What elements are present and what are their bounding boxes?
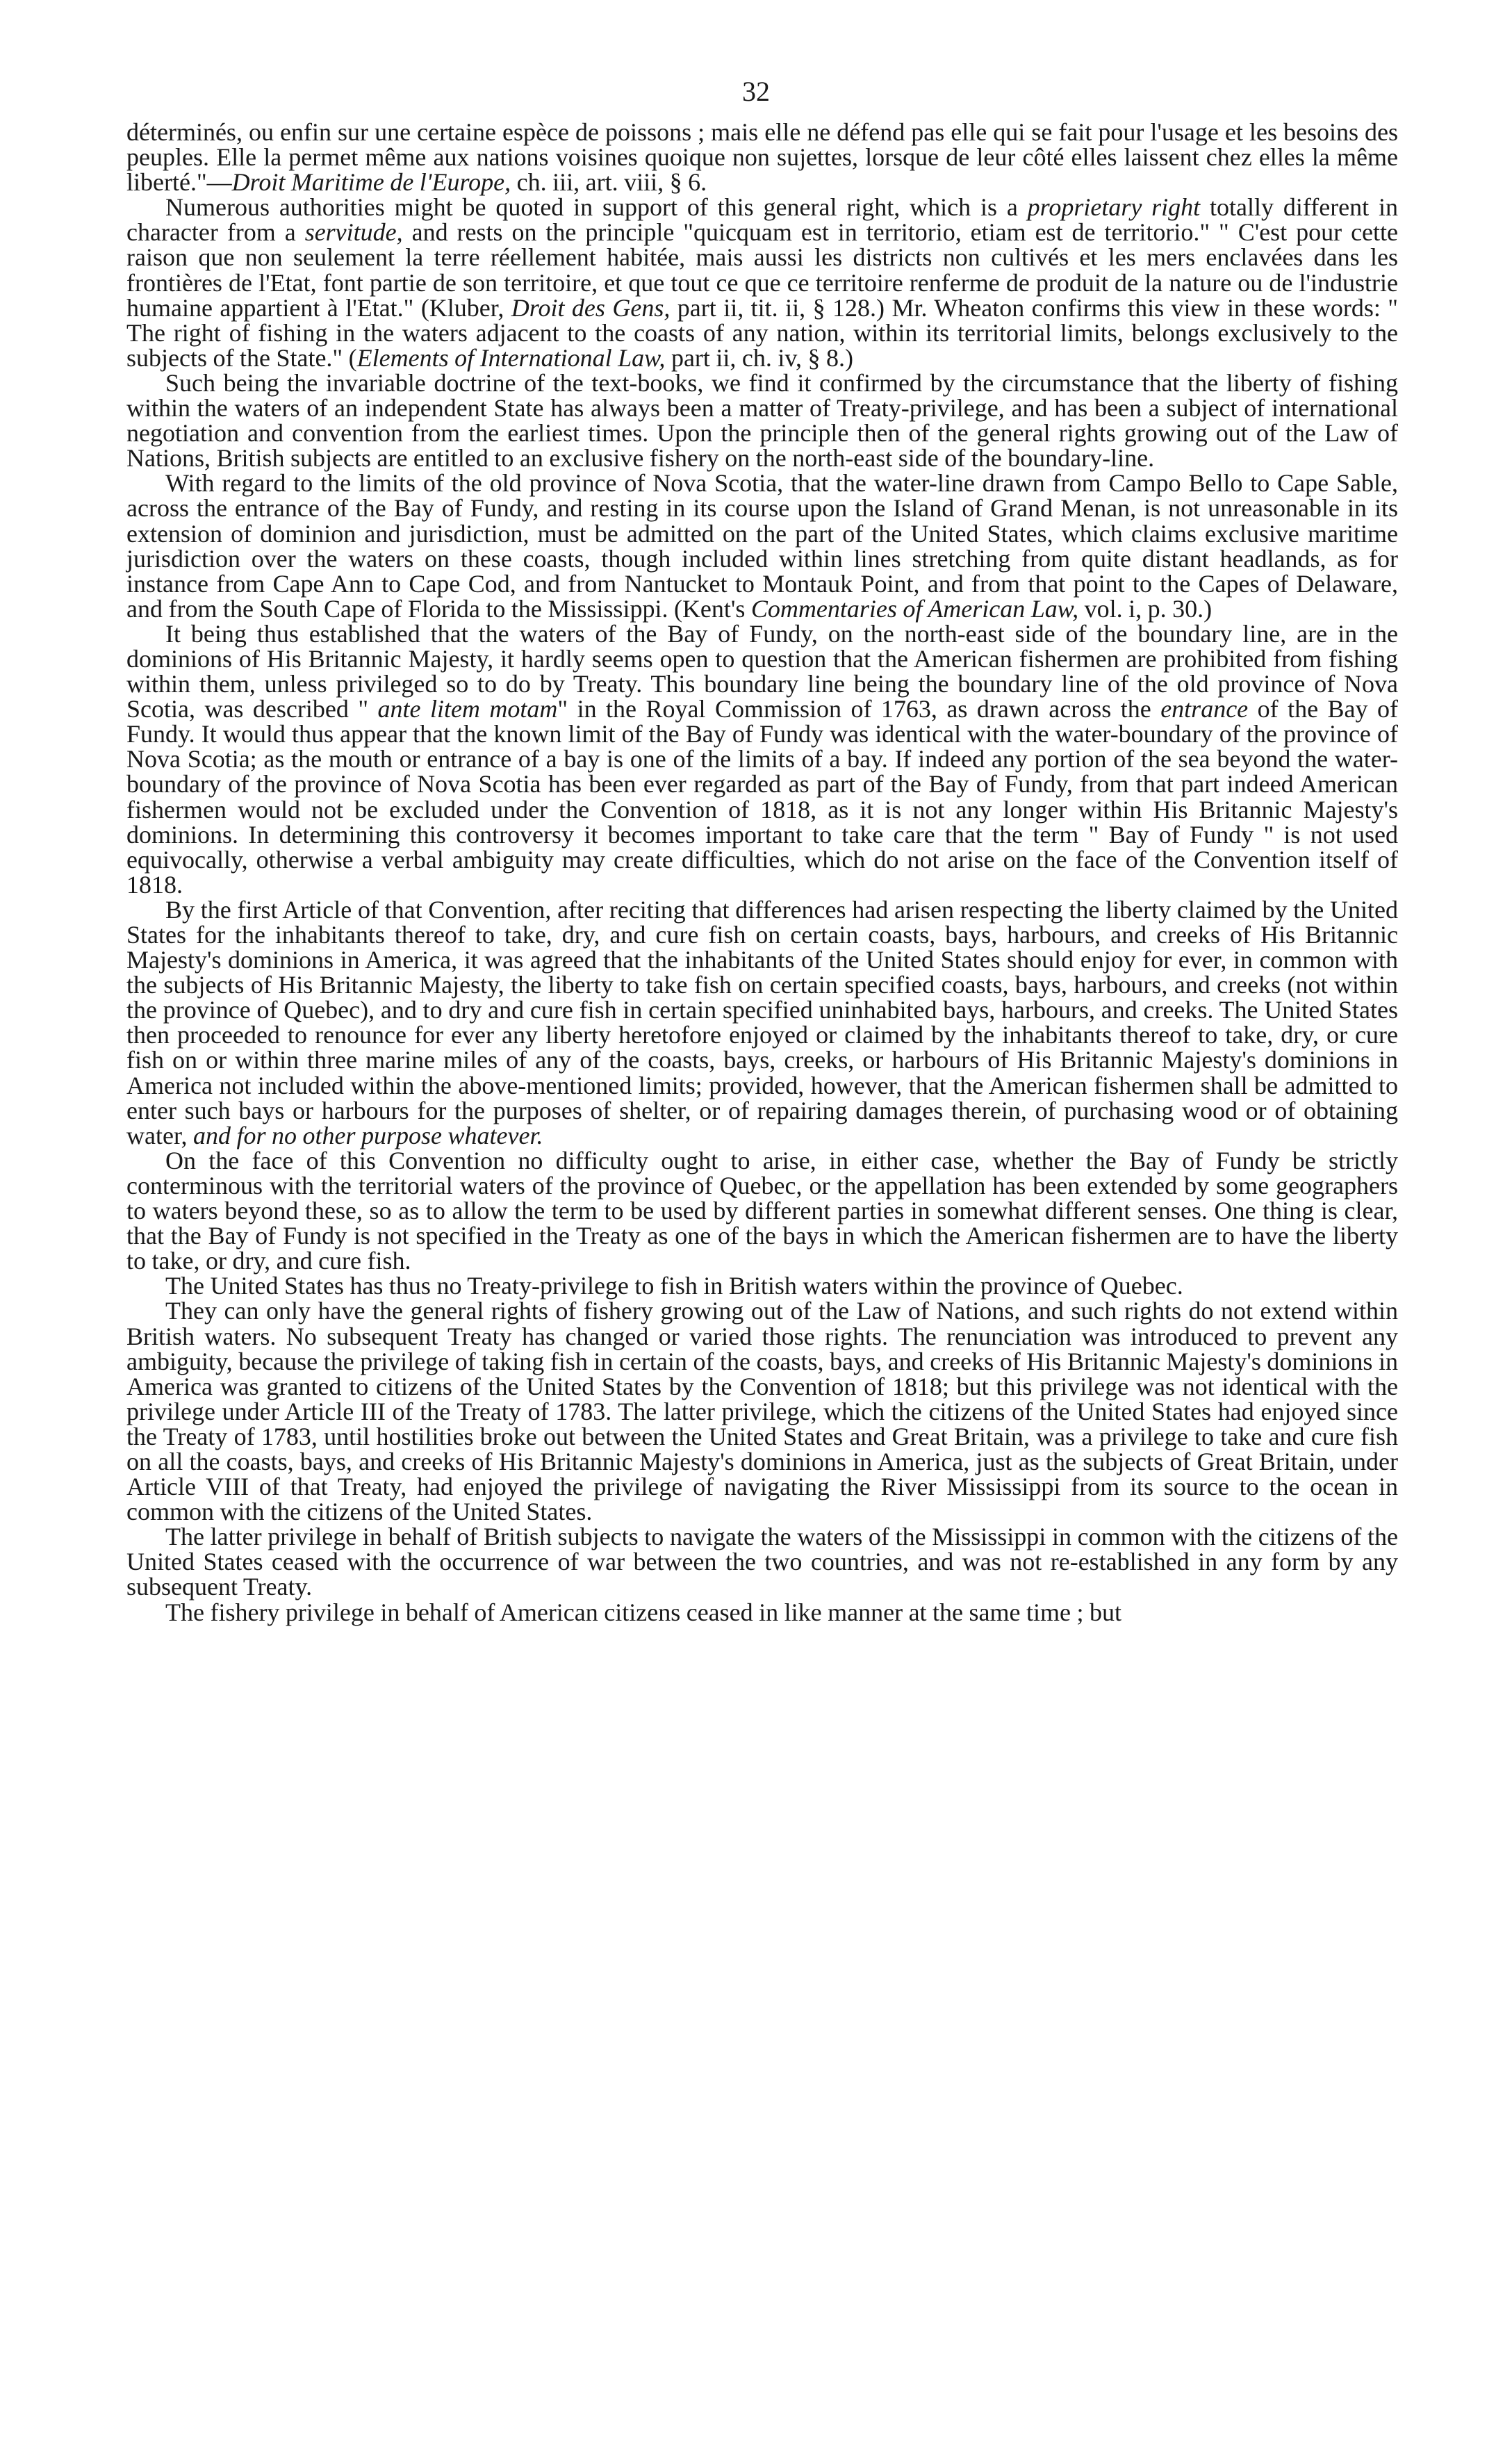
italic-text: proprietary right — [1027, 193, 1201, 222]
text-run: déterminés, ou enfin sur une certaine espèce de poissons ; mais elle ne défend pas elle qui se fait pour l'usage et les besoins des peuples. Elle la permet même aux nations voisines quoique non sujettes, lorsque de leur côté elles laissent chez elles la même liberté."— — [126, 118, 1398, 197]
paragraph — [126, 368, 1398, 473]
text-run: part ii, ch. iv, § 8.) — [665, 343, 854, 372]
text-run: On the face of this Convention no difficulty ought to arise, in either case, whether the Bay of Fundy be strictly conterminous with the territorial waters of the province of Quebec, or the appellation has been extended by some geographers to waters beyond these, so as to allow the term to be used by different parties in somewhat different senses. One thing is clear, that the Bay of Fundy is not specified in the Treaty as one of the bays in which the American fishermen are to have the liberty to take, or dry, and cure fish. — [126, 1146, 1398, 1275]
italic-text: Elements of International Law, — [356, 343, 666, 372]
paragraph — [126, 897, 1398, 1148]
paragraph — [126, 1298, 1398, 1524]
paragraph — [126, 1524, 1398, 1599]
text-run: Such being the invariable doctrine of the text-books, we find it confirmed by the circumstance that the liberty of fishing within the waters of an independent State has always been a matter of Treaty-privilege, and has been a subject of international negotiation and convention from the earliest times. Upon the principle then of the general rights growing out of the Law of Nations, British subjects are entitled to an exclusive fishery on the north-east side of the boundary-line. — [126, 368, 1398, 473]
paragraph — [126, 470, 1398, 621]
text-run: part ii, tit. ii, § 128.) Mr. Wheaton confirms this view in these words: " The right of fishing in the waters adjacent to the coasts of any nation, within its territorial limits, belongs exclusively to the subjects of the State." ( — [126, 293, 1398, 372]
italic-text: Commentaries of American Law, — [750, 594, 1079, 623]
text-run: ch. iii, art. viii, § 6. — [511, 168, 707, 197]
text-run: They can only have the general rights of fishery growing out of the Law of Nations, and such rights do not extend within British waters. No subsequent Treaty has changed or varied those rights. The renunciation was introduced to prevent any ambiguity, because the privilege of taking fish in certain of the coasts, bays, and creeks of His Britannic Majesty's dominions in America was granted to citizens of the United States by the Convention of 1818; but this privilege was not identical with the privilege under Article III of the Treaty of 1783. The latter privilege, which the citizens of the United States had enjoyed since the Treaty of 1783, until hostilities broke out between the United States and Great Britain, was a privilege to take and cure fish on all the coasts, bays, and creeks of His Britannic Majesty's dominions in America, just as the subjects of Great Britain, under Article VIII of that Treaty, had enjoyed the privilege of navigating the River Mississippi from its source to the ocean in common with the citizens of the United States. — [126, 1297, 1398, 1526]
italic-text: servitude, — [304, 218, 403, 247]
text-run: With regard to the limits of the old province of Nova Scotia, that the water-line drawn from Campo Bello to Cape Sable, across the entrance of the Bay of Fundy, and resting in its course upon the Island of Grand Menan, is not unreasonable in its extension of dominion and jurisdiction, must be admitted on the part of the United States, which claims exclusive maritime jurisdiction over the waters on these coasts, though included within lines stretching from quite distant headlands, as for instance from Cape Ann to Cape Cod, and from Nantucket to Montauk Point, and from that point to the Capes of Delaware, and from the South Cape of Florida to the Mississippi. (Kent's — [126, 469, 1398, 623]
page-number: 32 — [742, 76, 770, 107]
italic-text: and for no other purpose whatever. — [193, 1121, 543, 1149]
paragraph — [126, 1600, 1398, 1625]
body-text — [126, 120, 1398, 1625]
paragraph — [126, 195, 1398, 370]
italic-text: ante litem motam — [377, 695, 558, 723]
paragraph — [126, 621, 1398, 897]
text-run: " in the Royal Commission of 1763, as drawn across the — [557, 695, 1161, 723]
paragraph — [126, 1148, 1398, 1273]
text-run: totally different in character from a — [126, 193, 1399, 247]
text-run: The latter privilege in behalf of British subjects to navigate the waters of the Mississippi in common with the citizens of the United States ceased with the occurrence of war between the two countries, and was not re-established in any form by any subsequent Treaty. — [126, 1523, 1398, 1601]
text-run: It being thus established that the waters of the Bay of Fundy, on the north-east side of the boundary line, are in the dominions of His Britannic Majesty, it hardly seems open to question that the American fishermen are prohibited from fishing within them, unless privileged so to do by Treaty. This boundary line being the boundary line of the old province of Nova Scotia, was described " — [126, 619, 1398, 723]
text-run: The United States has thus no Treaty-privilege to fish in British waters within the province of Quebec. — [165, 1272, 1183, 1300]
text-run: The fishery privilege in behalf of American citizens ceased in like manner at the same time ; but — [165, 1598, 1121, 1626]
text-run: Numerous authorities might be quoted in support of this general right, which is a — [165, 193, 1028, 222]
text-run: and rests on the principle "quicquam est in territorio, etiam est de territorio." " C'est pour cette raison que non seulement la terre réellement habitée, mais aussi les districts non cultivés et les mers enclavées dans les frontières de l'Etat, font partie de son territoire, et que tout ce que ce territoire renferme de produit de la nature ou de l'industrie humaine appartient à l'Etat." (Kluber, — [126, 218, 1399, 322]
italic-text: Droit des Gens, — [511, 293, 671, 322]
italic-text: Droit Maritime de l'Europe, — [231, 168, 511, 197]
text-run: By the first Article of that Convention, after reciting that differences had arisen respecting the liberty claimed by the United States for the inhabitants thereof to take, dry, and cure fish on certain coasts, bays, harbours, and creeks of His Britannic Majesty's dominions in America, it was agreed that the inhabitants of the United States should enjoy for ever, in common with the subjects of His Britannic Majesty, the liberty to take fish on certain specified coasts, bays, harbours, and creeks (not within the province of Quebec), and to dry and cure fish in certain specified uninhabited bays, harbours, and creeks. The United States then proceeded to renounce for ever any liberty heretofore enjoyed or claimed by the inhabitants thereof to take, dry, or cure fish on or within three marine miles of any of the coasts, bays, creeks, or harbours of His Britannic Majesty's dominions in America not included within the above-mentioned limits; provided, however, that the American fishermen shall be admitted to enter such bays or harbours for the purposes of shelter, or of repairing damages therein, of purchasing wood or of obtaining water, — [126, 895, 1398, 1149]
text-run: vol. i, p. 30.) — [1078, 594, 1213, 623]
text-run: of the Bay of Fundy. It would thus appear that the known limit of the Bay of Fundy was identical with the water-boundary of the province of Nova Scotia; as the mouth or entrance of a bay is one of the limits of a bay. If indeed any portion of the sea beyond the water-boundary of the province of Nova Scotia has been ever regarded as part of the Bay of Fundy, from that part indeed American fishermen would not be excluded under the Convention of 1818, as it is not any longer within His Britannic Majesty's dominions. In determining this controversy it becomes important to take care that the term " Bay of Fundy " is not used equivocally, otherwise a verbal ambiguity may create difficulties, which do not arise on the face of the Convention itself of 1818. — [126, 695, 1398, 899]
paragraph — [126, 120, 1398, 195]
italic-text: entrance — [1160, 695, 1249, 723]
paragraph — [126, 1273, 1398, 1298]
